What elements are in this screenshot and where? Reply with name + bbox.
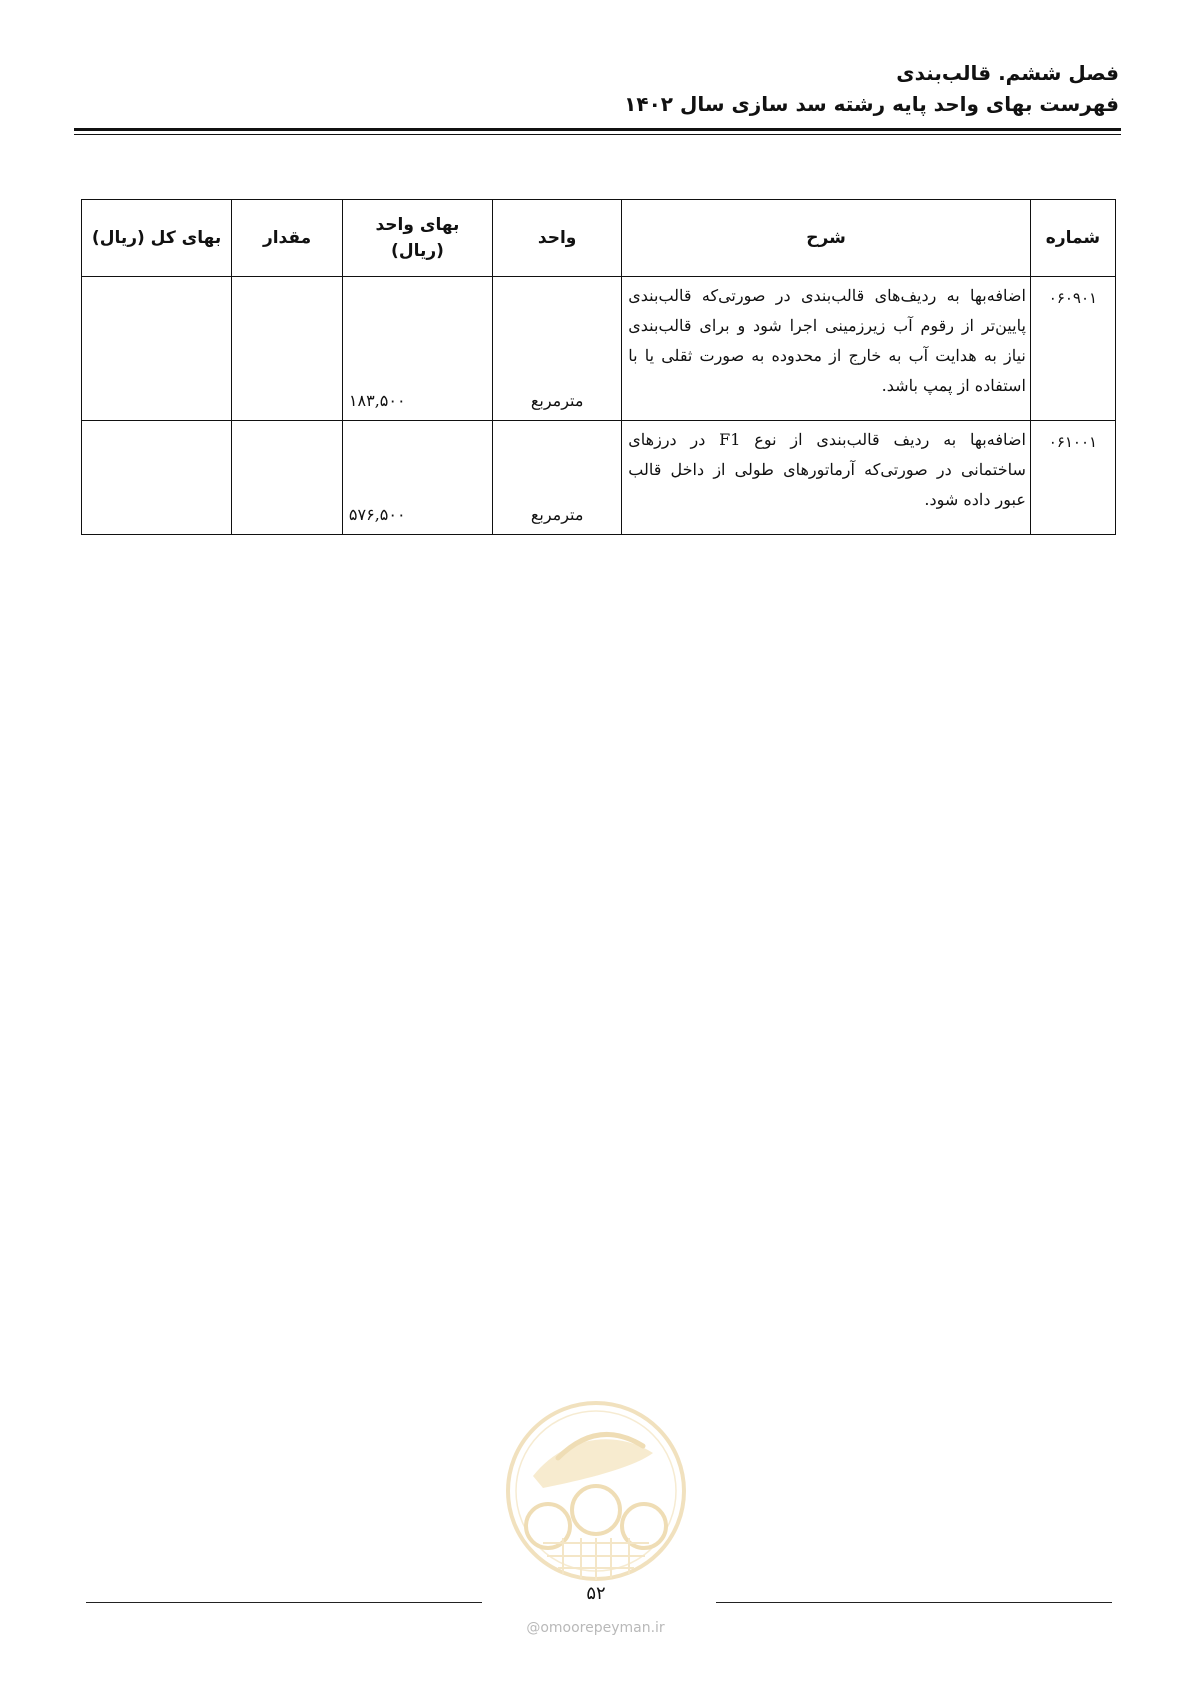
header-total-price: بهای کل (ریال) [82,200,232,277]
header-unit-price-line1: بهای واحد [375,215,460,235]
row-description: اضافه‌بها به ردیف قالب‌بندی از نوع F1 در درزهای ساختمانی در صورتی‌که آرماتورهای طولی از داخل قالب عبور داده شود. [622,421,1031,535]
website-watermark: @omoorepeyman.ir [526,1620,665,1636]
row-unit-price: ۵۷۶,۵۰۰ [342,421,492,535]
table-row [82,421,1116,535]
header-description: شرح [622,200,1031,277]
row-quantity [232,421,343,535]
footer-rule-left [86,1602,482,1603]
row-unit-price: ۱۸۳,۵۰۰ [342,277,492,421]
header-rule-thin [74,134,1121,135]
header-number: شماره [1030,200,1115,277]
page-header [72,58,1119,120]
header-quantity: مقدار [232,200,343,277]
row-total-price [82,421,232,535]
page-number: ۵۲ [586,1583,606,1604]
table-header-row [82,200,1116,277]
omoore-peyman-watermark-logo-icon [503,1398,689,1584]
document-subtitle: فهرست بهای واحد پایه رشته سد سازی سال ۱۴۰۲ [624,92,1119,116]
row-unit: مترمربع [493,277,622,421]
header-unit-price [342,200,492,277]
header-unit-price-line2: (ریال) [391,241,444,261]
footer-rule-right [716,1602,1112,1603]
row-description: اضافه‌بها به ردیف‌های قالب‌بندی در صورتی‌که قالب‌بندی پایین‌تر از رقوم آب زیرزمینی اجرا شود و برای قالب‌بندی نیاز به هدایت آب به خارج از محدوده به صورت ثقلی یا با استفاده از پمپ باشد. [622,277,1031,421]
price-table [81,199,1116,535]
chapter-title: فصل ششم. قالب‌بندی [896,61,1119,85]
header-unit: واحد [493,200,622,277]
header-rule-thick [74,128,1121,131]
row-unit: مترمربع [493,421,622,535]
table-row [82,277,1116,421]
row-quantity [232,277,343,421]
row-number: ۰۶۰۹۰۱ [1030,277,1115,421]
row-number: ۰۶۱۰۰۱ [1030,421,1115,535]
row-total-price [82,277,232,421]
